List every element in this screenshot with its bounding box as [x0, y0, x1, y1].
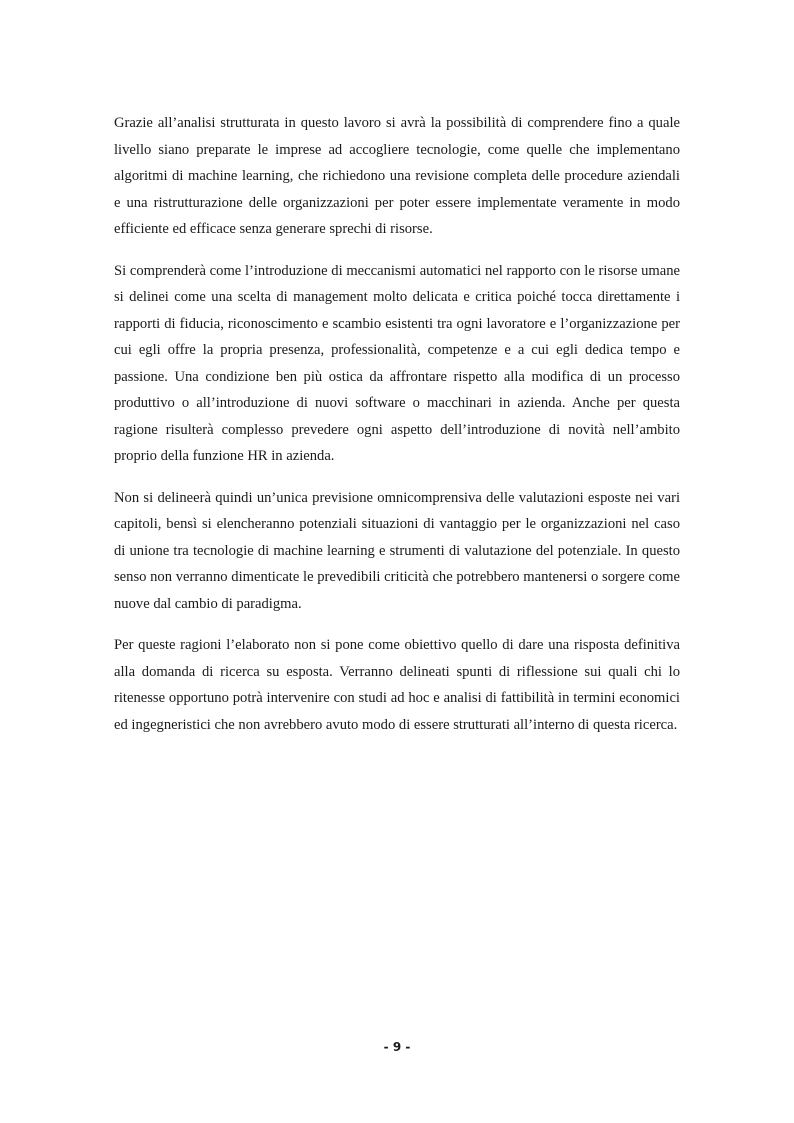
page-number: - 9 - [383, 1040, 411, 1054]
paragraph-2: Si comprenderà come l’introduzione di meccanismi automatici nel rapporto con le risorse umane si delinei come una scelta di management molto delicata e critica poiché tocca direttamente i rapporti di fiducia, riconoscimento e scambio esistenti tra ogni lavoratore e l’organizzazione per cui egli offre la propria presenza, professionalità, competenze e a cui egli dedica tempo e passione. Una condizione ben più ostica da affrontare rispetto alla modifica di un processo produttivo o all’introduzione di nuovi software o macchinari in azienda. Anche per questa ragione risulterà complesso prevedere ogni aspetto dell’introduzione di novità nell’ambito proprio della funzione HR in azienda. [114, 262, 680, 464]
paragraph-1: Grazie all’analisi strutturata in questo lavoro si avrà la possibilità di comprendere fino a quale livello siano preparate le imprese ad accogliere tecnologie, come quelle che implementano algoritmi di machine learning, che richiedono una revisione completa delle procedure aziendali e una ristrutturazione delle organizzazioni per poter essere implementate veramente in modo efficiente ed efficace senza generare sprechi di risorse. [114, 115, 680, 237]
paragraph-4: Per queste ragioni l’elaborato non si pone come obiettivo quello di dare una risposta definitiva alla domanda di ricerca su esposta. Verranno delineati spunti di riflessione sui quali chi lo ritenesse opportuno potrà intervenire con studi ad hoc e analisi di fattibilità in termini economici ed ingegneristici che non avrebbero avuto modo di essere strutturati all’interno di questa ricerca. [114, 637, 680, 733]
paragraph-3: Non si delineerà quindi un’unica previsione omnicomprensiva delle valutazioni esposte nei vari capitoli, bensì si elencheranno potenziali situazioni di vantaggio per le organizzazioni nel caso di unione tra tecnologie di machine learning e strumenti di valutazione del potenziale. In questo senso non verranno dimenticate le prevedibili criticità che potrebbero mantenersi o sorgere come nuove dal cambio di paradigma. [114, 489, 680, 612]
page-body [114, 110, 680, 753]
